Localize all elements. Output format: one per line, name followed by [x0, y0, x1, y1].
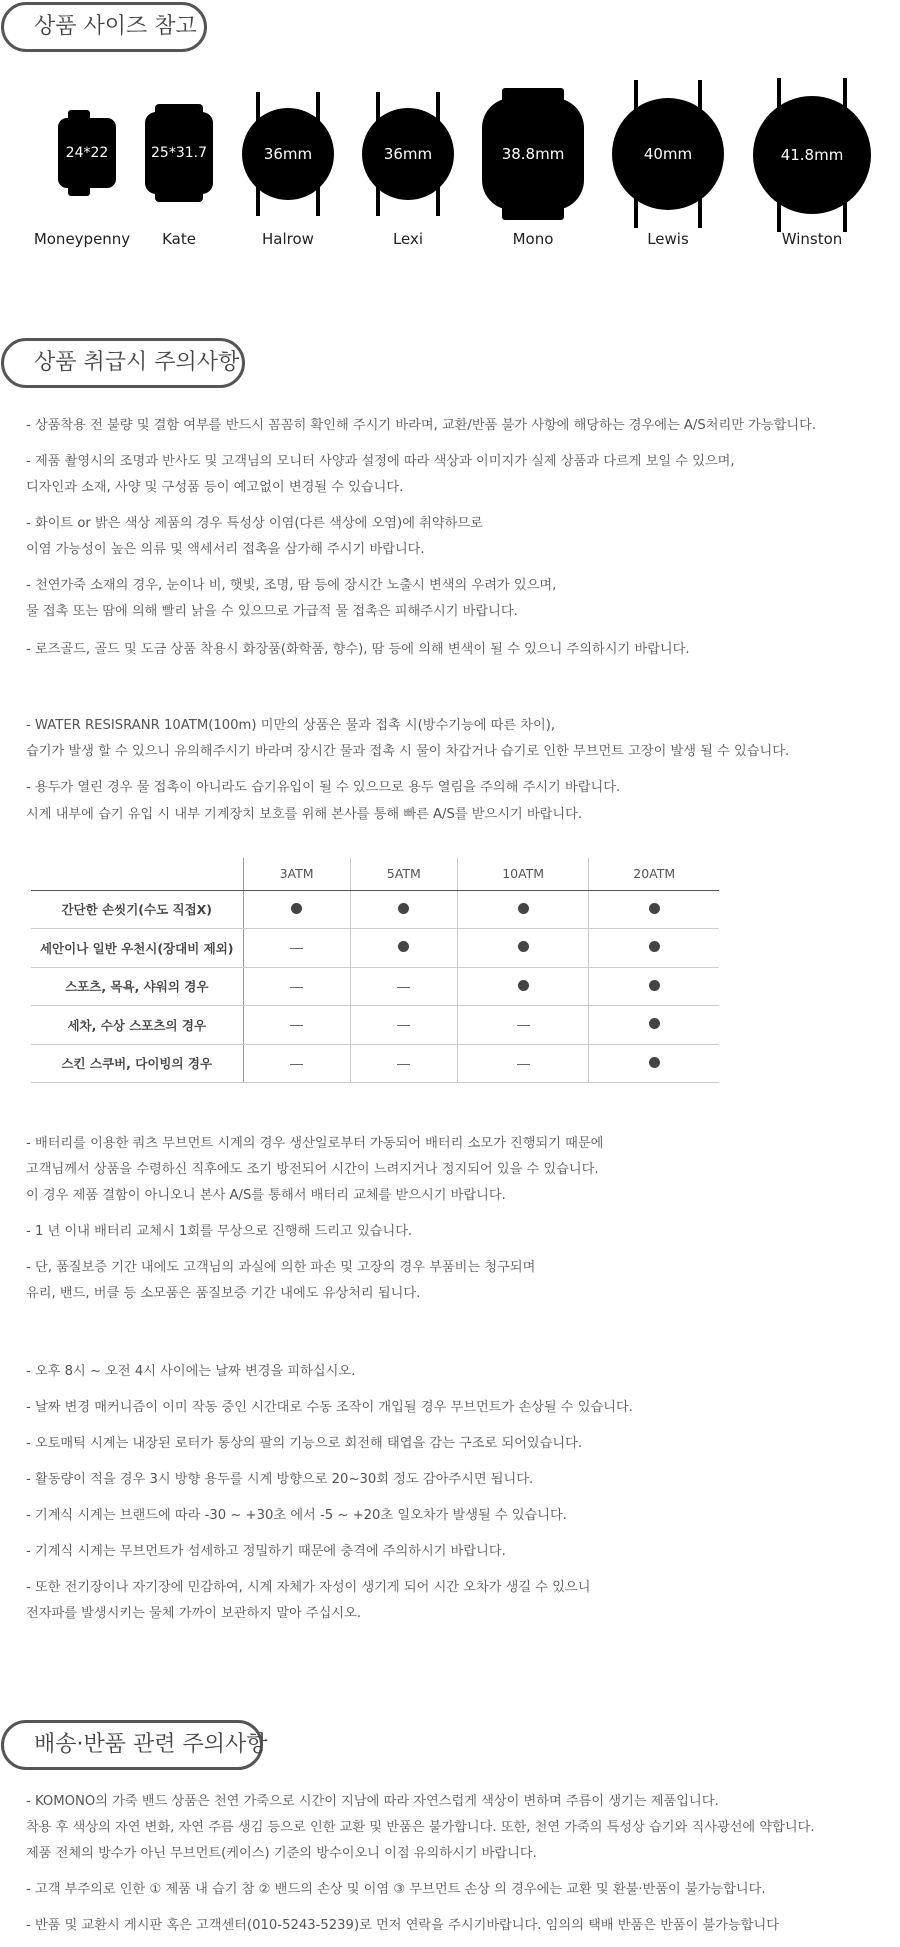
dot-icon — [649, 903, 660, 914]
usage-line: - 오후 8시 ~ 오전 4시 사이에는 날짜 변경을 피하십시오. — [26, 1364, 356, 1379]
watch-name: Winston — [781, 230, 843, 248]
dash-icon — [397, 987, 410, 988]
table-header-row — [31, 858, 719, 890]
table-cell — [589, 890, 719, 929]
table-cell — [243, 1006, 350, 1045]
table-cell — [589, 929, 719, 968]
usage-line: - 오토매틱 시계는 내장된 로터가 통상의 팔의 기능으로 회전해 태엽을 감는 구조로 되어있습니다. — [26, 1436, 583, 1451]
table-row-label: 스킨 스쿠버, 다이빙의 경우 — [31, 1044, 243, 1083]
table-cell — [457, 1006, 589, 1045]
watch-size-label: 38.8mm — [482, 98, 584, 210]
care-line: - 천연가죽 소재의 경우, 눈이나 비, 햇빛, 조명, 땀 등에 장시간 노출시 변색의 우려가 있으며, — [26, 578, 557, 593]
shipping-line: - KOMONO의 가죽 밴드 상품은 천연 가죽으로 시간이 지남에 따라 자연스럽게 색상이 변하며 주름이 생기는 제품입니다. — [26, 1794, 719, 1809]
water-resistance-table — [31, 858, 719, 1083]
care-line: 물 접촉 또는 땀에 의해 빨리 낡을 수 있으므로 가급적 물 접촉은 피해주시기 바랍니다. — [26, 604, 518, 619]
usage-line: - 기계식 시계는 브랜드에 따라 -30 ~ +30초 에서 -5 ~ +20초 일오차가 발생될 수 있습니다. — [26, 1508, 567, 1523]
table-cell — [589, 967, 719, 1006]
care-line: 디자인과 소재, 사양 및 구성품 등이 예고없이 변경될 수 있습니다. — [26, 480, 404, 495]
care-line: - WATER RESISRANR 10ATM(100m) 미만의 상품은 물과 접촉 시(방수기능에 따른 차이), — [26, 718, 556, 733]
dot-icon — [649, 980, 660, 991]
table-cell — [457, 890, 589, 929]
watch-size-label: 36mm — [362, 108, 454, 200]
shipping-line: 제품 전체의 방수가 아닌 무브먼트(케이스) 기준의 방수이오니 이점 유의하시기 바랍니다. — [26, 1846, 537, 1861]
table-header-cell: 5ATM — [350, 858, 457, 890]
dash-icon — [397, 1064, 410, 1065]
table-header-cell: 10ATM — [457, 858, 589, 890]
watch-name: Mono — [512, 230, 554, 248]
watch-name: Moneypenny — [33, 230, 131, 248]
dash-icon — [397, 1025, 410, 1026]
dash-icon — [290, 948, 303, 949]
care-line: - 로즈골드, 골드 및 도금 상품 착용시 화장품(화학품, 향수), 땀 등에 의해 변색이 될 수 있으니 주의하시기 바랍니다. — [26, 642, 690, 657]
care-line: - 용두가 열린 경우 물 접촉이 아니라도 습기유입이 될 수 있으므로 용두 열림을 주의해 주시기 바랍니다. — [26, 780, 621, 795]
watch-size-label: 36mm — [242, 108, 334, 200]
table-cell — [457, 1044, 589, 1083]
watch-size-label: 41.8mm — [753, 96, 871, 214]
section-title-care: 상품 취급시 주의사항 — [1, 338, 245, 388]
dot-icon — [518, 941, 529, 952]
table-cell — [350, 967, 457, 1006]
table-row — [31, 1006, 719, 1045]
table-row — [31, 1044, 719, 1083]
dot-icon — [649, 1018, 660, 1029]
table-header-cell — [31, 858, 243, 890]
care-line: - 제품 촬영시의 조명과 반사도 및 고객님의 모니터 사양과 설정에 따라 색상과 이미지가 실제 상품과 다르게 보일 수 있으며, — [26, 454, 735, 469]
usage-line: - 기계식 시계는 무브먼트가 섬세하고 정밀하기 때문에 충격에 주의하시기 바랍니다. — [26, 1544, 506, 1559]
watch-name: Lexi — [392, 230, 424, 248]
shipping-line: - 고객 부주의로 인한 ① 제품 내 습기 참 ② 밴드의 손상 및 이염 ③ 무브먼트 손상 의 경우에는 교환 및 환불·반품이 불가능합니다. — [26, 1882, 766, 1897]
battery-line: - 단, 품질보증 기간 내에도 고객님의 과실에 의한 파손 및 고장의 경우 부품비는 청구되며 — [26, 1260, 536, 1275]
dash-icon — [517, 1064, 530, 1065]
dot-icon — [398, 941, 409, 952]
section-title-size: 상품 사이즈 참고 — [1, 2, 207, 52]
battery-line: 이 경우 제품 결함이 아니오니 본사 A/S를 통해서 배터리 교체를 받으시기 바랍니다. — [26, 1188, 506, 1203]
watch-name: Lewis — [647, 230, 689, 248]
table-row-label: 세안이나 일반 우천시(장대비 제외) — [31, 929, 243, 968]
table-row — [31, 967, 719, 1006]
table-row — [31, 929, 719, 968]
dash-icon — [290, 1025, 303, 1026]
table-cell — [243, 1044, 350, 1083]
dot-icon — [649, 1057, 660, 1068]
usage-line: 전자파를 발생시키는 물체 가까이 보관하지 말아 주십시오. — [26, 1606, 362, 1621]
table-cell — [589, 1006, 719, 1045]
dash-icon — [290, 987, 303, 988]
care-line: - 화이트 or 밝은 색상 제품의 경우 특성상 이염(다른 색상에 오염)에 취약하므로 — [26, 516, 483, 531]
table-cell — [457, 929, 589, 968]
table-header-cell: 3ATM — [243, 858, 350, 890]
watch-name: Halrow — [262, 230, 314, 248]
table-cell — [457, 967, 589, 1006]
care-line: 습기가 발생 할 수 있으니 유의해주시기 바라며 장시간 물과 접촉 시 물이 차갑거나 습기로 인한 무브먼트 고장이 발생 될 수 있습니다. — [26, 744, 790, 759]
usage-line: - 또한 전기장이나 자기장에 민감하여, 시계 자체가 자성이 생기게 되어 시간 오차가 생길 수 있으니 — [26, 1580, 591, 1595]
usage-line: - 날짜 변경 매커니즘이 이미 작동 중인 시간대로 수동 조작이 개입될 경우 무브먼트가 손상될 수 있습니다. — [26, 1400, 633, 1415]
shipping-line: 착용 후 색상의 자연 변화, 자연 주름 생김 등으로 인한 교환 및 반품은 불가합니다. 또한, 천연 가죽의 특성상 습기와 직사광선에 약합니다. — [26, 1820, 815, 1835]
dot-icon — [291, 903, 302, 914]
battery-line: - 배터리를 이용한 쿼츠 무브먼트 시계의 경우 생산일로부터 가동되어 배터리 소모가 진행되기 때문에 — [26, 1136, 604, 1151]
watch-size-chart — [0, 80, 900, 260]
watch-size-label: 25*31.7 — [145, 112, 213, 194]
table-cell — [243, 929, 350, 968]
dot-icon — [518, 903, 529, 914]
table-cell — [350, 1006, 457, 1045]
table-header-cell: 20ATM — [589, 858, 719, 890]
table-row-label: 세차, 수상 스포츠의 경우 — [31, 1006, 243, 1045]
table-cell — [243, 967, 350, 1006]
table-cell — [350, 1044, 457, 1083]
watch-name: Kate — [162, 230, 196, 248]
table-row-label: 간단한 손씻기(수도 직접X) — [31, 890, 243, 929]
care-line: 이염 가능성이 높은 의류 및 액세서리 접촉을 삼가해 주시기 바랍니다. — [26, 542, 425, 557]
shipping-line: - 반품 및 교환시 게시판 혹은 고객센터(010-5243-5239)로 먼저 연락을 주시기바랍니다. 임의의 택배 반품은 반품이 불가능합니다 — [26, 1918, 779, 1933]
care-line: - 상품착용 전 불량 및 결함 여부를 반드시 꼼꼼히 확인해 주시기 바라며, 교환/반품 불가 사항에 해당하는 경우에는 A/S처리만 가능합니다. — [26, 418, 817, 433]
dot-icon — [518, 980, 529, 991]
usage-line: - 활동량이 적을 경우 3시 방향 용두를 시계 방향으로 20~30회 정도 감아주시면 됩니다. — [26, 1472, 534, 1487]
table-cell — [350, 890, 457, 929]
dash-icon — [290, 1064, 303, 1065]
dot-icon — [398, 903, 409, 914]
table-row — [31, 890, 719, 929]
watch-size-label: 40mm — [612, 98, 724, 210]
dot-icon — [649, 941, 660, 952]
battery-line: 고객님께서 상품을 수령하신 직후에도 조기 방전되어 시간이 느려지거나 정지되어 있을 수 있습니다. — [26, 1162, 599, 1177]
battery-line: 유리, 밴드, 버클 등 소모품은 품질보증 기간 내에도 유상처리 됩니다. — [26, 1286, 421, 1301]
battery-line: - 1 년 이내 배터리 교체시 1회를 무상으로 진행해 드리고 있습니다. — [26, 1224, 413, 1239]
table-cell — [243, 890, 350, 929]
table-cell — [350, 929, 457, 968]
table-cell — [589, 1044, 719, 1083]
section-title-shipping: 배송·반품 관련 주의사항 — [1, 1720, 263, 1770]
dash-icon — [517, 1025, 530, 1026]
watch-size-label: 24*22 — [58, 118, 116, 188]
care-line: 시계 내부에 습기 유입 시 내부 기계장치 보호를 위해 본사를 통해 빠른 A/S를 받으시기 바랍니다. — [26, 807, 583, 822]
table-row-label: 스포츠, 목욕, 샤워의 경우 — [31, 967, 243, 1006]
